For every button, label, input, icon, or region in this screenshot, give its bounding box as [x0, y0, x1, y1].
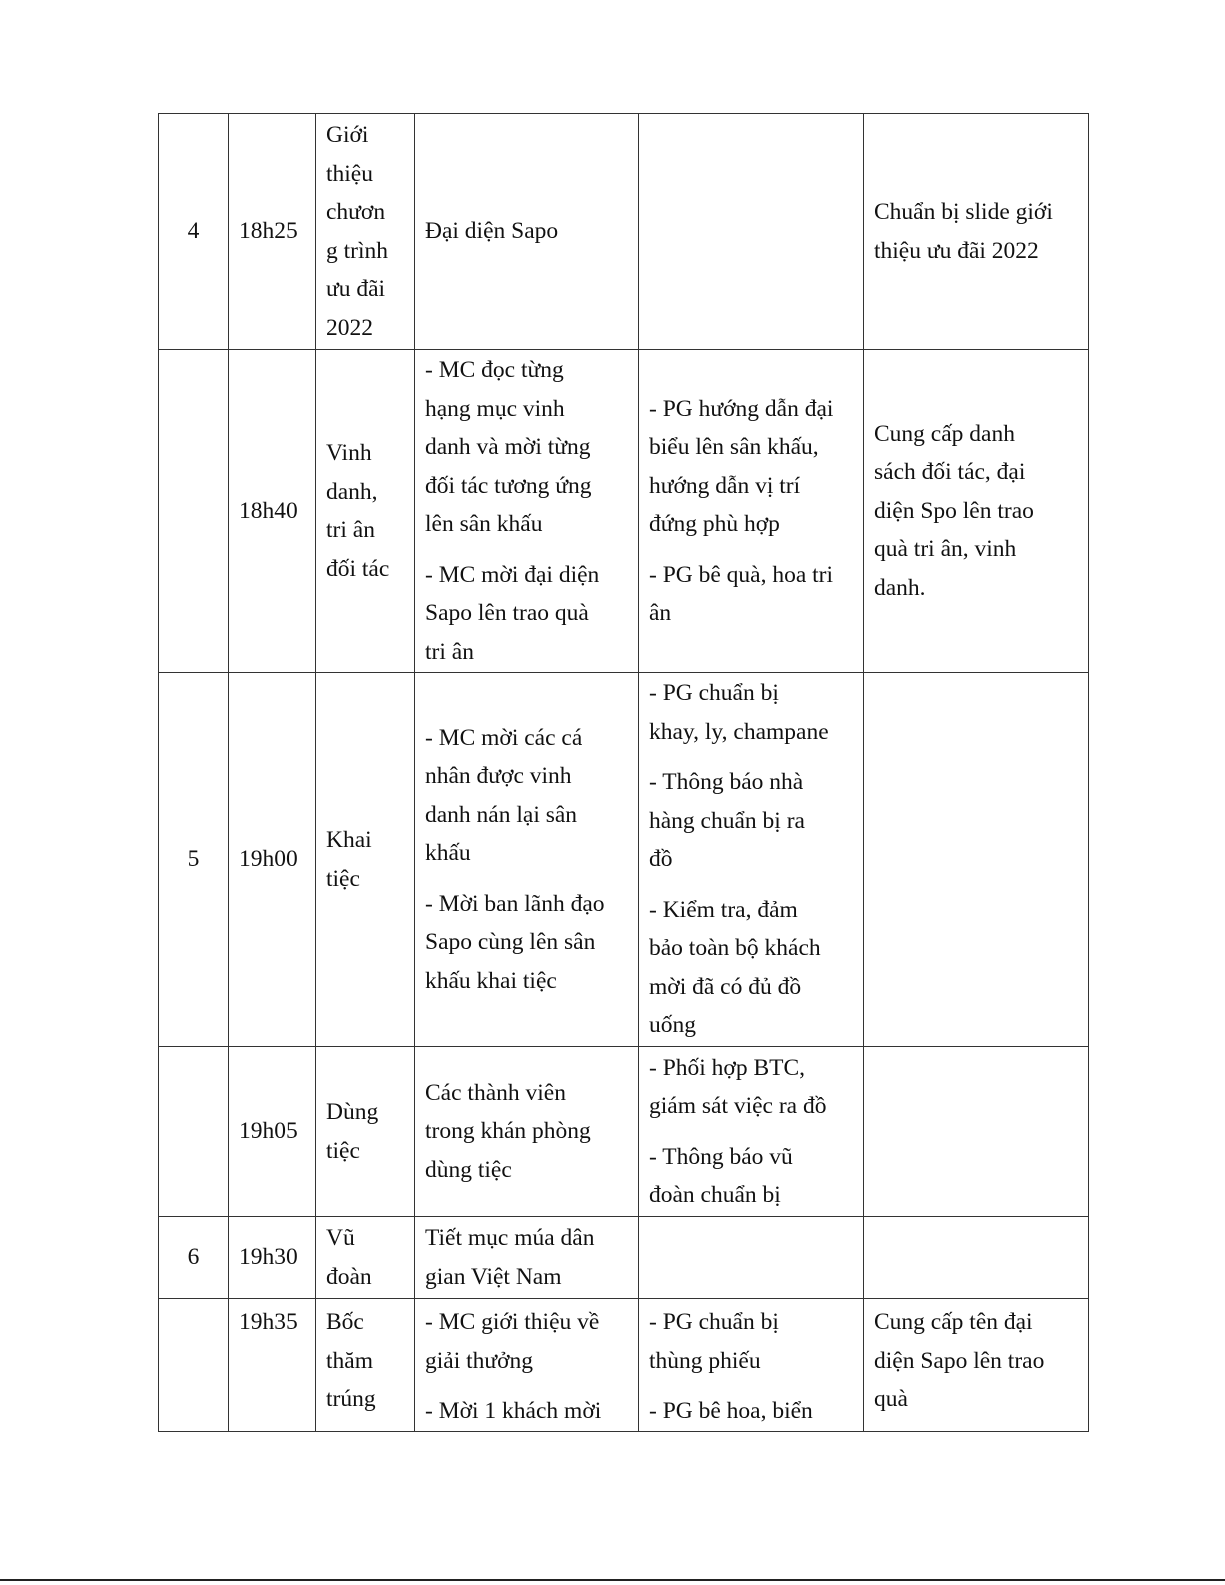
- cell-line: biểu lên sân khấu,: [649, 434, 819, 460]
- cell-time: [229, 1299, 316, 1432]
- cell-item: [316, 1217, 415, 1299]
- cell-support: [639, 350, 864, 673]
- cell-content: [415, 1047, 639, 1217]
- cell-line: quà: [874, 1386, 908, 1412]
- cell-line: danh.: [874, 574, 926, 601]
- cell-line: g trình: [326, 237, 389, 264]
- cell-line: tiệc: [326, 1137, 360, 1164]
- cell-support: [639, 1047, 864, 1217]
- cell-paragraph: [649, 674, 853, 751]
- cell-note: [864, 673, 1089, 1047]
- cell-line: chươn: [326, 199, 386, 225]
- cell-paragraph: [425, 1303, 628, 1380]
- cell-line: - MC mời các cá: [425, 724, 583, 751]
- cell-line: Vũ: [326, 1225, 355, 1251]
- cell-line: - Phối hợp BTC,: [649, 1054, 806, 1081]
- cell-line: ân: [649, 600, 672, 626]
- cell-time: [229, 350, 316, 673]
- cell-paragraph: [649, 763, 853, 879]
- cell-content: [415, 1299, 639, 1432]
- cell-line: Chuẩn bị slide giới: [874, 199, 1053, 225]
- cell-line: mời đã có đủ đồ: [649, 973, 802, 1000]
- cell-paragraph: [649, 1303, 853, 1380]
- table-row: [159, 350, 1089, 673]
- cell-line: tri ân: [425, 638, 474, 665]
- cell-line: - Thông báo nhà: [649, 769, 804, 796]
- cell-time: [229, 114, 316, 350]
- cell-paragraph: [425, 212, 628, 251]
- cell-line: khấu khai tiệc: [425, 967, 557, 994]
- cell-content: [415, 350, 639, 673]
- cell-no: [159, 1299, 229, 1432]
- cell-line: 2022: [326, 314, 373, 341]
- cell-paragraph: [649, 1138, 853, 1215]
- cell-line: đứng phù hợp: [649, 511, 780, 537]
- cell-paragraph: [425, 885, 628, 1001]
- cell-line: - PG bê quà, hoa tri: [649, 561, 834, 588]
- cell-line: tri ân: [326, 517, 375, 543]
- cell-time-text: 19h30: [239, 1244, 298, 1271]
- cell-support: [639, 1299, 864, 1432]
- cell-line: danh,: [326, 478, 378, 505]
- cell-no-text: 4: [187, 218, 200, 245]
- cell-line: - PG chuẩn bị: [649, 1309, 779, 1335]
- cell-line: - PG hướng dẫn đại: [649, 395, 834, 422]
- cell-line: - MC mời đại diện: [425, 561, 600, 588]
- cell-line: bảo toàn bộ khách: [649, 935, 821, 962]
- table-row: [159, 673, 1089, 1047]
- table-row: [159, 1299, 1089, 1432]
- cell-item: [316, 1047, 415, 1217]
- page-bottom-rule: [0, 1579, 1225, 1581]
- cell-note: [864, 1217, 1089, 1299]
- cell-note: [864, 1047, 1089, 1217]
- schedule-body: [159, 114, 1089, 1432]
- cell-line: diện Spo lên trao: [874, 497, 1034, 524]
- cell-line: khấu: [425, 840, 471, 867]
- cell-no: [159, 1047, 229, 1217]
- cell-line: gian Việt Nam: [425, 1263, 562, 1290]
- cell-line: - Thông báo vũ: [649, 1143, 793, 1170]
- cell-paragraph: [425, 719, 628, 873]
- cell-paragraph: [649, 556, 853, 633]
- cell-paragraph: [649, 1049, 853, 1126]
- cell-line: - Mời ban lãnh đạo: [425, 890, 605, 917]
- cell-support: [639, 673, 864, 1047]
- cell-paragraph: [874, 415, 1078, 608]
- cell-line: thiệu: [326, 160, 373, 187]
- cell-content: [415, 673, 639, 1047]
- cell-line: thăm: [326, 1347, 373, 1374]
- cell-content: [415, 1217, 639, 1299]
- cell-line: hướng dẫn vị trí: [649, 472, 801, 499]
- cell-line: Cung cấp tên đại: [874, 1309, 1033, 1335]
- table-row: [159, 114, 1089, 350]
- cell-time: [229, 1217, 316, 1299]
- cell-line: diện Sapo lên trao: [874, 1347, 1045, 1374]
- cell-line: - Mời 1 khách mời: [425, 1398, 602, 1424]
- cell-line: đồ: [649, 846, 673, 873]
- cell-paragraph: [425, 1074, 628, 1190]
- cell-line: Các thành viên: [425, 1079, 566, 1106]
- cell-line: đối tác: [326, 555, 390, 582]
- cell-note: [864, 1299, 1089, 1432]
- cell-no: [159, 350, 229, 673]
- cell-line: Vinh: [326, 440, 372, 466]
- cell-paragraph: [649, 891, 853, 1045]
- cell-line: Tiết mục múa dân: [425, 1225, 595, 1251]
- schedule-table: [158, 113, 1089, 1432]
- cell-time-text: 19h35: [239, 1309, 298, 1335]
- cell-time-text: 19h05: [239, 1118, 298, 1145]
- cell-line: thùng phiếu: [649, 1347, 761, 1374]
- cell-line: lên sân khấu: [425, 511, 543, 537]
- cell-line: Giới: [326, 122, 369, 148]
- cell-no: [159, 1217, 229, 1299]
- cell-no: [159, 673, 229, 1047]
- cell-line: hàng chuẩn bị ra: [649, 807, 805, 834]
- cell-line: sách đối tác, đại: [874, 459, 1026, 486]
- cell-time-text: 19h00: [239, 846, 298, 873]
- cell-line: danh nán lại sân: [425, 801, 578, 828]
- cell-line: - MC đọc từng: [425, 357, 564, 383]
- cell-paragraph: [649, 390, 853, 544]
- cell-line: giám sát việc ra đồ: [649, 1093, 827, 1119]
- cell-paragraph: [649, 1392, 853, 1431]
- cell-line: danh và mời từng: [425, 434, 591, 460]
- cell-note: [864, 350, 1089, 673]
- cell-line: dùng tiệc: [425, 1156, 512, 1183]
- cell-line: uống: [649, 1012, 696, 1039]
- cell-line: - PG bê hoa, biển: [649, 1398, 813, 1424]
- cell-line: Cung cấp danh: [874, 420, 1015, 447]
- cell-paragraph: [874, 193, 1078, 270]
- cell-line: quà tri ân, vinh: [874, 536, 1017, 563]
- cell-note: [864, 114, 1089, 350]
- cell-content: [415, 114, 639, 350]
- cell-line: Sapo cùng lên sân: [425, 929, 596, 956]
- table-row: [159, 1217, 1089, 1299]
- cell-support: [639, 1217, 864, 1299]
- cell-no-text: 6: [187, 1244, 200, 1271]
- cell-time-text: 18h40: [239, 497, 298, 524]
- cell-line: - Kiểm tra, đảm: [649, 896, 798, 923]
- cell-line: giải thưởng: [425, 1347, 534, 1374]
- cell-no: [159, 114, 229, 350]
- cell-line: đối tác tương ứng: [425, 472, 592, 499]
- cell-item: [316, 1299, 415, 1432]
- cell-line: hạng mục vinh: [425, 395, 565, 422]
- cell-line: đoàn: [326, 1263, 372, 1290]
- cell-line: - MC giới thiệu về: [425, 1309, 600, 1335]
- cell-item: [316, 114, 415, 350]
- cell-item: [316, 350, 415, 673]
- cell-line: đoàn chuẩn bị: [649, 1182, 781, 1208]
- cell-line: khay, ly, champane: [649, 718, 829, 745]
- cell-line: trúng: [326, 1386, 376, 1412]
- cell-time: [229, 673, 316, 1047]
- cell-no-text: 5: [187, 846, 200, 873]
- cell-line: Sapo lên trao quà: [425, 600, 589, 626]
- cell-line: Đại diện Sapo: [425, 218, 559, 245]
- table-row: [159, 1047, 1089, 1217]
- cell-line: thiệu ưu đãi 2022: [874, 237, 1039, 264]
- cell-paragraph: [425, 556, 628, 672]
- cell-line: tiệc: [326, 865, 360, 892]
- cell-support: [639, 114, 864, 350]
- cell-time-text: 18h25: [239, 218, 298, 245]
- cell-line: nhân được vinh: [425, 763, 572, 790]
- cell-line: Khai: [326, 827, 372, 853]
- cell-paragraph: [425, 1219, 628, 1296]
- cell-paragraph: [874, 1303, 1078, 1419]
- cell-paragraph: [425, 1392, 628, 1431]
- cell-line: trong khán phòng: [425, 1118, 591, 1145]
- cell-line: Dùng: [326, 1099, 379, 1125]
- cell-time: [229, 1047, 316, 1217]
- cell-item: [316, 673, 415, 1047]
- cell-line: Bốc: [326, 1309, 364, 1335]
- cell-line: - PG chuẩn bị: [649, 680, 779, 707]
- cell-line: ưu đãi: [326, 276, 386, 302]
- cell-paragraph: [425, 351, 628, 544]
